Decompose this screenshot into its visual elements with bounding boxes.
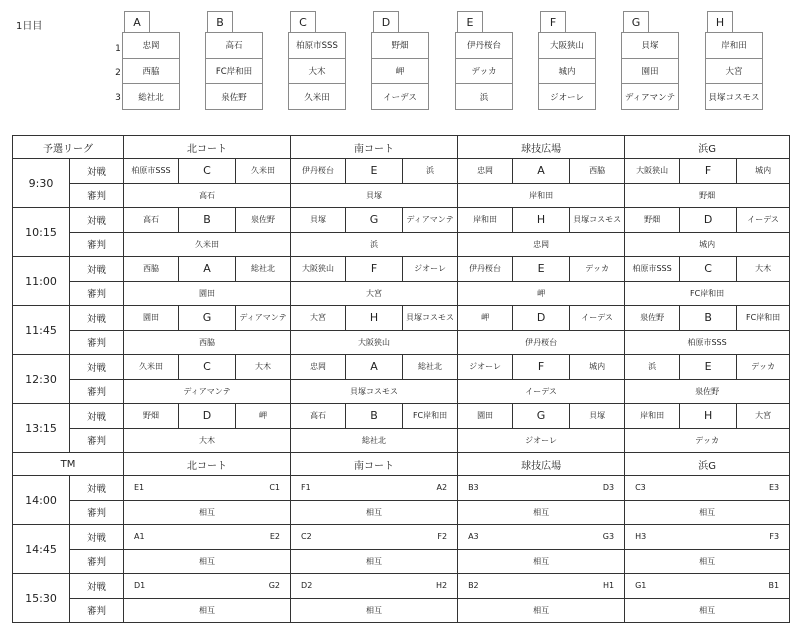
referee-team: 相互 (291, 500, 458, 525)
referee-team: 相互 (124, 549, 291, 574)
home-team: 忠岡 (458, 159, 513, 184)
match-row (13, 159, 790, 184)
home-team: 伊丹桜台 (458, 257, 513, 282)
group-team: ディアマンテ (622, 83, 678, 109)
away-team: F2 (437, 532, 448, 542)
match-label: 対戦 (70, 355, 124, 380)
time-slot: 10:15 (13, 208, 70, 257)
away-team: 城内 (737, 159, 790, 184)
group-letter: E (513, 257, 570, 282)
tm-match-row (13, 525, 790, 550)
group-letter: C (290, 11, 316, 32)
tm-match-row (13, 574, 790, 599)
home-team: C3 (635, 483, 646, 493)
away-team: 久米田 (236, 159, 291, 184)
venue-header: 球技広場 (458, 136, 625, 159)
group-letter: G (513, 404, 570, 429)
group-team: 泉佐野 (206, 83, 262, 109)
time-slot: 13:15 (13, 404, 70, 453)
group-box-d (371, 11, 455, 110)
group-box-g (621, 11, 705, 110)
group-letter: E (457, 11, 483, 32)
home-team: 大阪狭山 (291, 257, 346, 282)
row-number: 3 (115, 93, 121, 103)
referee-label: 審判 (70, 500, 124, 525)
group-letter: F (513, 355, 570, 380)
tm-match (625, 574, 790, 599)
referee-team: 浜 (291, 232, 458, 257)
away-team: デッカ (737, 355, 790, 380)
tm-match (291, 574, 458, 599)
home-team: 野畑 (124, 404, 179, 429)
schedule-table (12, 135, 790, 623)
group-team: FC岸和田 (206, 58, 262, 84)
home-team: C2 (301, 532, 312, 542)
referee-team: 園田 (124, 281, 291, 306)
referee-team: 相互 (458, 598, 625, 623)
away-team: 総社北 (236, 257, 291, 282)
away-team: E2 (269, 532, 281, 542)
home-team: 久米田 (124, 355, 179, 380)
referee-team: 泉佐野 (625, 379, 790, 404)
home-team: H3 (635, 532, 647, 542)
away-team: FC岸和田 (737, 306, 790, 331)
group-team: イーデス (372, 83, 428, 109)
away-team: デッカ (570, 257, 625, 282)
tm-match (124, 525, 291, 550)
group-team: 西脇 (123, 58, 179, 84)
referee-team: 貝塚コスモス (291, 379, 458, 404)
group-letter: H (513, 208, 570, 233)
group-team: 大宮 (706, 58, 762, 84)
referee-label: 審判 (70, 428, 124, 453)
section-label: 予選リーグ (13, 136, 124, 159)
match-label: 対戦 (70, 257, 124, 282)
group-letter: G (346, 208, 403, 233)
home-team: 岸和田 (458, 208, 513, 233)
referee-label: 審判 (70, 281, 124, 306)
tm-match-row (13, 476, 790, 501)
group-team: 貝塚 (641, 41, 659, 52)
group-letter: D (373, 11, 399, 32)
match-label: 対戦 (70, 208, 124, 233)
group-letter: B (346, 404, 403, 429)
referee-team: 岬 (458, 281, 625, 306)
home-team: G1 (635, 581, 647, 591)
group-team-list (288, 32, 346, 110)
venue-header: 南コート (291, 136, 458, 159)
referee-team: 貝塚 (291, 183, 458, 208)
away-team: 浜 (403, 159, 458, 184)
referee-row (13, 428, 790, 453)
group-letter: A (513, 159, 570, 184)
group-team: 久米田 (289, 83, 345, 109)
group-team: 貝塚コスモス (706, 83, 762, 109)
group-team-list (705, 32, 763, 110)
group-team-list (538, 32, 596, 110)
tm-referee-row (13, 500, 790, 525)
group-team-list (122, 32, 180, 110)
group-letter: F (680, 159, 737, 184)
group-box-b (205, 11, 289, 110)
section-label: TM (13, 453, 124, 476)
home-team: 野畑 (625, 208, 680, 233)
match-label: 対戦 (70, 306, 124, 331)
tm-referee-row (13, 598, 790, 623)
home-team: 大宮 (291, 306, 346, 331)
group-letter: G (623, 11, 649, 32)
group-team-list (371, 32, 429, 110)
group-letter: C (179, 355, 236, 380)
group-letter: E (680, 355, 737, 380)
group-letter: C (179, 159, 236, 184)
group-team: 城内 (539, 58, 595, 84)
referee-team: FC岸和田 (625, 281, 790, 306)
tm-match (625, 525, 790, 550)
away-team: 城内 (570, 355, 625, 380)
venue-header: 北コート (124, 453, 291, 476)
time-slot: 12:30 (13, 355, 70, 404)
group-letter: B (680, 306, 737, 331)
away-team: 貝塚 (570, 404, 625, 429)
group-letter: B (207, 11, 233, 32)
away-team: ディアマンテ (236, 306, 291, 331)
away-team: A2 (436, 483, 448, 493)
tm-match (124, 574, 291, 599)
home-team: E1 (134, 483, 145, 493)
away-team: 貝塚コスモス (570, 208, 625, 233)
away-team: 大宮 (737, 404, 790, 429)
group-team: 野畑 (391, 41, 409, 52)
match-row (13, 404, 790, 429)
row-number: 2 (115, 68, 121, 78)
referee-label: 審判 (70, 330, 124, 355)
referee-team: ディアマンテ (124, 379, 291, 404)
away-team: 大木 (236, 355, 291, 380)
home-team: A3 (468, 532, 479, 542)
referee-label: 審判 (70, 598, 124, 623)
group-team: 園田 (622, 58, 678, 84)
group-letter: C (680, 257, 737, 282)
group-letter: A (124, 11, 150, 32)
match-label: 対戦 (70, 574, 124, 599)
referee-team: 相互 (291, 598, 458, 623)
away-team: 総社北 (403, 355, 458, 380)
referee-team: 久米田 (124, 232, 291, 257)
group-letter: A (346, 355, 403, 380)
home-team: A1 (134, 532, 145, 542)
referee-team: 西脇 (124, 330, 291, 355)
home-team: B2 (468, 581, 479, 591)
time-slot: 15:30 (13, 574, 70, 623)
time-slot: 14:00 (13, 476, 70, 525)
group-team: 高石 (225, 41, 243, 52)
away-team: B1 (768, 581, 780, 591)
away-team: 大木 (737, 257, 790, 282)
group-letter: D (513, 306, 570, 331)
home-team: 伊丹桜台 (291, 159, 346, 184)
referee-row (13, 232, 790, 257)
group-team: 大阪狭山 (549, 41, 584, 52)
venue-header: 浜G (625, 453, 790, 476)
venue-header: 北コート (124, 136, 291, 159)
match-row (13, 208, 790, 233)
time-slot: 9:30 (13, 159, 70, 208)
tm-match (625, 476, 790, 501)
away-team: FC岸和田 (403, 404, 458, 429)
row-number: 1 (115, 44, 121, 54)
away-team: 西脇 (570, 159, 625, 184)
home-team: 浜 (625, 355, 680, 380)
group-letter: F (346, 257, 403, 282)
away-team: イーデス (570, 306, 625, 331)
referee-team: 相互 (124, 598, 291, 623)
group-letter: H (707, 11, 733, 32)
referee-team: 相互 (458, 500, 625, 525)
referee-team: 伊丹桜台 (458, 330, 625, 355)
away-team: 泉佐野 (236, 208, 291, 233)
referee-team: 相互 (291, 549, 458, 574)
tm-match (458, 525, 625, 550)
group-team-list (621, 32, 679, 110)
away-team: G2 (268, 581, 281, 591)
referee-label: 審判 (70, 232, 124, 257)
home-team: 貝塚 (291, 208, 346, 233)
away-team: H2 (435, 581, 448, 591)
referee-row (13, 281, 790, 306)
group-letter: H (680, 404, 737, 429)
group-team: 総社北 (123, 83, 179, 109)
away-team: ディアマンテ (403, 208, 458, 233)
match-label: 対戦 (70, 159, 124, 184)
referee-team: イーデス (458, 379, 625, 404)
group-letter: G (179, 306, 236, 331)
home-team: 岸和田 (625, 404, 680, 429)
referee-team: 相互 (625, 500, 790, 525)
referee-team: 野畑 (625, 183, 790, 208)
away-team: 貝塚コスモス (403, 306, 458, 331)
away-team: D3 (602, 483, 615, 493)
referee-team: 岸和田 (458, 183, 625, 208)
match-row (13, 355, 790, 380)
away-team: ジオーレ (403, 257, 458, 282)
tm-match (291, 476, 458, 501)
away-team: E3 (768, 483, 780, 493)
group-team-list (455, 32, 513, 110)
group-team: 岬 (372, 58, 428, 84)
group-box-f (538, 11, 622, 110)
referee-team: 相互 (458, 549, 625, 574)
tm-match (458, 574, 625, 599)
match-label: 対戦 (70, 476, 124, 501)
referee-label: 審判 (70, 549, 124, 574)
group-team: 岸和田 (721, 41, 747, 52)
home-team: 高石 (291, 404, 346, 429)
group-team-list (205, 32, 263, 110)
match-row (13, 306, 790, 331)
referee-team: デッカ (625, 428, 790, 453)
group-letter: E (346, 159, 403, 184)
home-team: ジオーレ (458, 355, 513, 380)
home-team: 柏原市SSS (625, 257, 680, 282)
away-team: H1 (602, 581, 615, 591)
away-team: G3 (602, 532, 615, 542)
home-team: 西脇 (124, 257, 179, 282)
match-label: 対戦 (70, 404, 124, 429)
home-team: B3 (468, 483, 479, 493)
home-team: 泉佐野 (625, 306, 680, 331)
group-letter: D (179, 404, 236, 429)
group-letter: F (540, 11, 566, 32)
referee-team: 総社北 (291, 428, 458, 453)
tm-referee-row (13, 549, 790, 574)
referee-team: ジオーレ (458, 428, 625, 453)
group-team: 柏原市SSS (296, 41, 338, 52)
away-team: 岬 (236, 404, 291, 429)
away-team: イーデス (737, 208, 790, 233)
tm-match (458, 476, 625, 501)
referee-team: 相互 (625, 549, 790, 574)
home-team: 園田 (458, 404, 513, 429)
referee-team: 忠岡 (458, 232, 625, 257)
referee-team: 大宮 (291, 281, 458, 306)
tm-match (124, 476, 291, 501)
venue-header: 南コート (291, 453, 458, 476)
venue-header: 浜G (625, 136, 790, 159)
time-slot: 14:45 (13, 525, 70, 574)
group-team: 大木 (289, 58, 345, 84)
group-team: デッカ (456, 58, 512, 84)
group-box-a (122, 11, 206, 110)
home-team: 高石 (124, 208, 179, 233)
away-team: F3 (769, 532, 780, 542)
home-team: D1 (134, 581, 146, 591)
home-team: D2 (301, 581, 313, 591)
referee-row (13, 379, 790, 404)
home-team: 柏原市SSS (124, 159, 179, 184)
home-team: F1 (301, 483, 311, 493)
group-team: 忠岡 (142, 41, 160, 52)
match-row (13, 257, 790, 282)
referee-team: 柏原市SSS (625, 330, 790, 355)
day-label: 1日目 (16, 21, 43, 32)
group-letter: H (346, 306, 403, 331)
home-team: 園田 (124, 306, 179, 331)
venue-header: 球技広場 (458, 453, 625, 476)
home-team: 忠岡 (291, 355, 346, 380)
group-box-h (705, 11, 789, 110)
referee-row (13, 183, 790, 208)
time-slot: 11:00 (13, 257, 70, 306)
group-letter: A (179, 257, 236, 282)
prelim-header-row (13, 136, 790, 159)
referee-team: 高石 (124, 183, 291, 208)
tm-match (291, 525, 458, 550)
group-team: 伊丹桜台 (466, 41, 501, 52)
referee-team: 相互 (625, 598, 790, 623)
group-letter: B (179, 208, 236, 233)
group-team: 浜 (456, 83, 512, 109)
referee-label: 審判 (70, 183, 124, 208)
group-team: ジオーレ (539, 83, 595, 109)
group-box-e (455, 11, 539, 110)
away-team: C1 (269, 483, 281, 493)
group-box-c (288, 11, 372, 110)
referee-label: 審判 (70, 379, 124, 404)
group-letter: D (680, 208, 737, 233)
time-slot: 11:45 (13, 306, 70, 355)
home-team: 岬 (458, 306, 513, 331)
referee-team: 大木 (124, 428, 291, 453)
referee-team: 相互 (124, 500, 291, 525)
tm-header-row (13, 453, 790, 476)
match-label: 対戦 (70, 525, 124, 550)
referee-row (13, 330, 790, 355)
home-team: 大阪狭山 (625, 159, 680, 184)
referee-team: 城内 (625, 232, 790, 257)
referee-team: 大阪狭山 (291, 330, 458, 355)
